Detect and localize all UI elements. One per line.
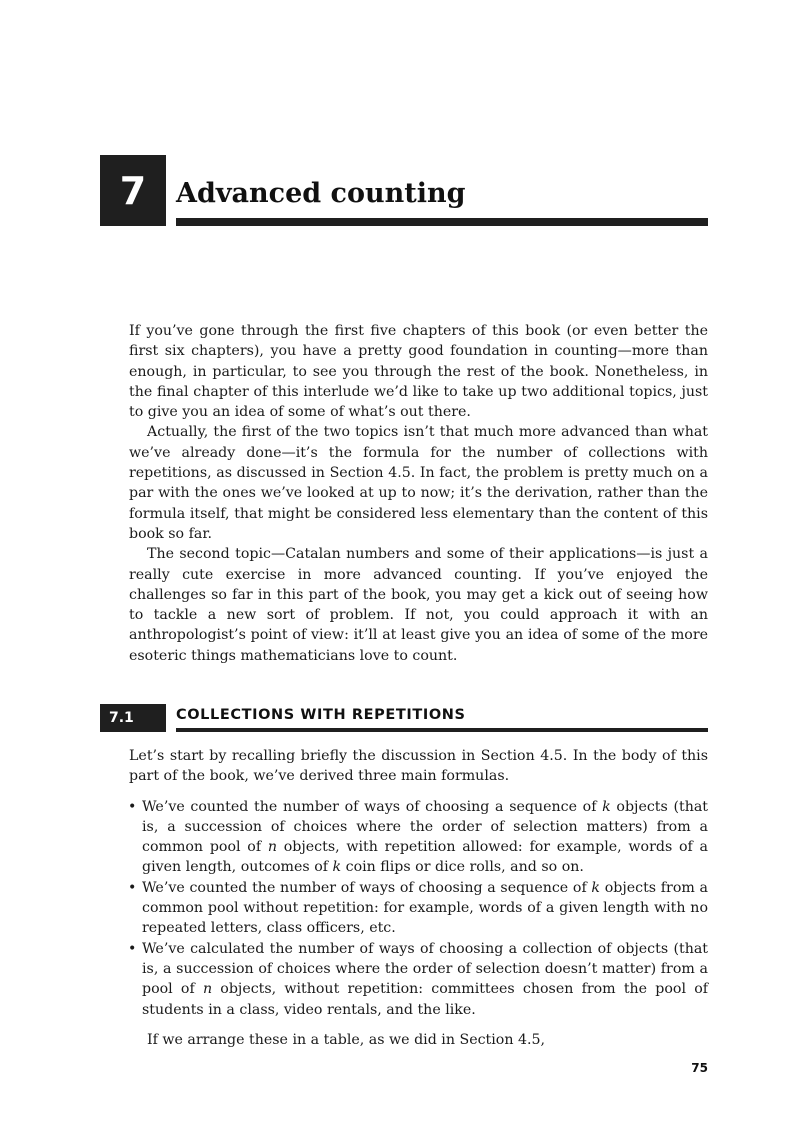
formula-list (129, 797, 708, 1020)
section-title: COLLECTIONS WITH REPETITIONS (176, 707, 466, 723)
list-item: • We’ve calculated the number of ways of choosing a collection of objects (that is, a succession of choices where the order of selection doesn’t matter) from a pool of n objects, without repetition: committees chosen from the pool of students in a class, video rentals, and the like. (128, 940, 708, 1018)
section-number-box (100, 704, 166, 732)
intro-paragraph: Actually, the first of the two topics isn’t that much more advanced than what we’ve already done—it’s the formula for the number of collections with repetitions, as discussed in Section 4.5. In fact, the problem is pretty much on a par with the ones we’ve looked at up to now; it’s the derivation, rather than the formula itself, that might be considered less elementary than the content of this book so far. (129, 424, 708, 542)
chapter-title: Advanced counting (176, 178, 466, 209)
section-lead-paragraph: Let’s start by recalling briefly the discussion in Section 4.5. In the body of this part of the book, we’ve derived three main formulas. (129, 748, 708, 785)
chapter-number: 7 (119, 168, 147, 213)
bullet-icon: • (128, 879, 137, 896)
bullet-icon: • (128, 798, 137, 815)
list-item: • We’ve counted the number of ways of choosing a sequence of k objects (that is, a succession of choices where the order of selection matters) from a common pool of n objects, with repetition allowed: for example, words of a given length, outcomes of k coin flips or dice rolls, and so on. (128, 798, 708, 876)
closing-paragraph: If we arrange these in a table, as we did in Section 4.5, (147, 1031, 546, 1048)
intro-paragraph: The second topic—Catalan numbers and some of their applications—is just a really cute exercise in more advanced counting. If you’ve enjoyed the challenges so far in this part of the book, you may get a kick out of seeing how to tackle a new sort of problem. If not, you could approach it with an anthropologist’s point of view: it’ll at least give you an idea of some of the more esoteric things mathematicians love to count. (129, 546, 708, 664)
page-number: 75 (691, 1061, 708, 1075)
chapter-title-rule (176, 218, 708, 226)
section-title-rule (176, 728, 708, 732)
section-body (129, 746, 708, 1050)
list-item: • We’ve counted the number of ways of choosing a sequence of k objects from a common pool without repetition: for example, words of a given length with no repeated letters, class officers, etc. (128, 879, 708, 937)
section-number: 7.1 (109, 710, 134, 726)
bullet-icon: • (128, 940, 137, 957)
intro-text (129, 321, 708, 666)
intro-paragraph: If you’ve gone through the first five chapters of this book (or even better the first six chapters), you have a pretty good foundation in counting—more than enough, in particular, to see you through the rest of the book. Nonetheless, in the final chapter of this interlude we’d like to take up two additional topics, just to give you an idea of some of what’s out there. (129, 323, 708, 421)
chapter-number-box (100, 155, 166, 226)
